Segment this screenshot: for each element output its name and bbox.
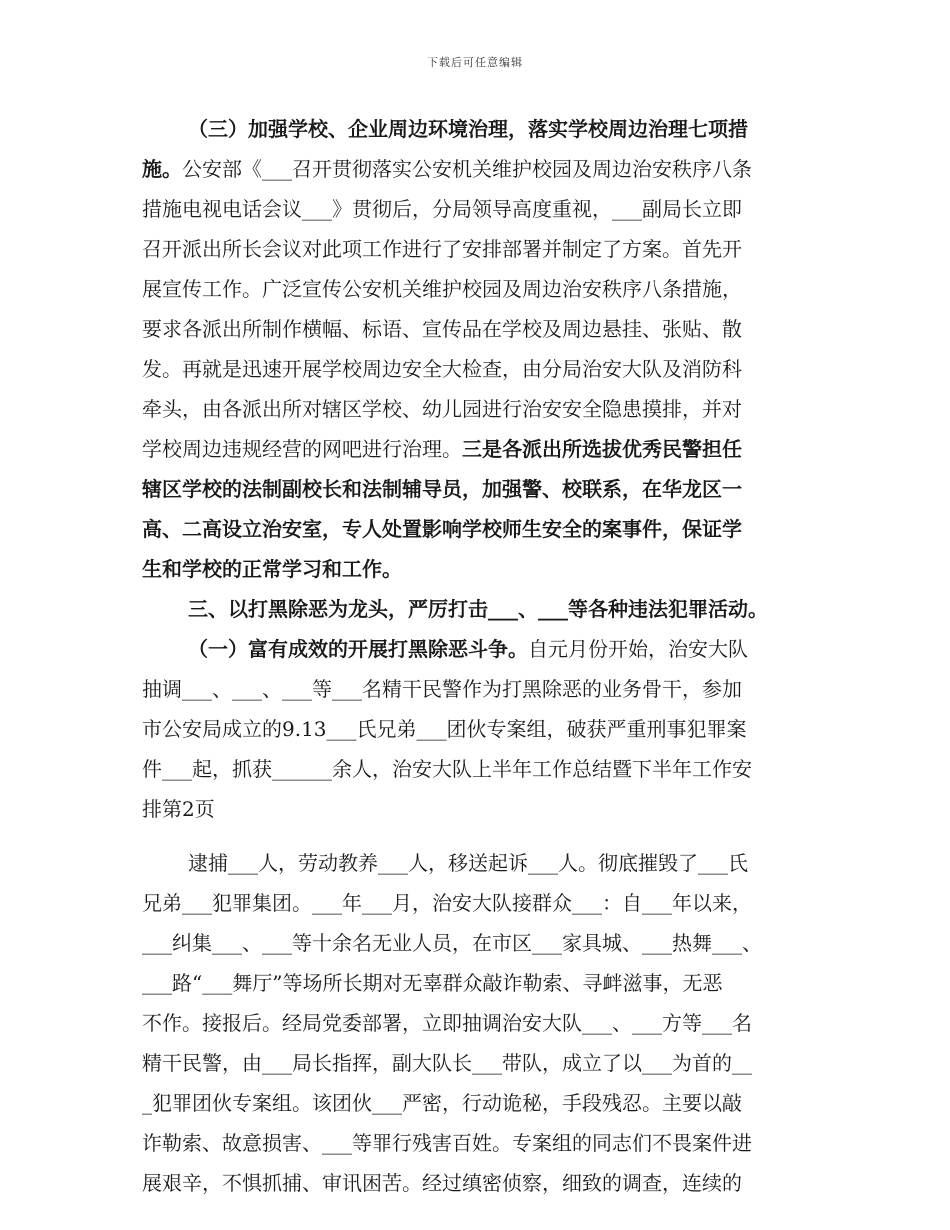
text-line: 逮捕___人，劳动教养___人，移送起诉___人。彻底摧毁了___氏 (188, 851, 748, 875)
text-line: 精干民警，由___局长指挥，副大队长___带队，成立了以___为首的__ (142, 1051, 752, 1075)
text-line-normal: 学校周边违规经营的网吧进行治理。 (142, 437, 462, 461)
text-line: 件___起，抓获______余人，治安大队上半年工作总结暨下半年工作安 (142, 757, 752, 781)
text-line-bold: 三是各派出所选拔优秀民警担任 (462, 437, 742, 461)
text-line: 辖区学校的法制副校长和法制辅导员，加强警、校联系，在华龙区一 (142, 477, 742, 501)
section-heading: 三、以打黑除恶为龙头，严厉打击___、___等各种违法犯罪活动。 (188, 597, 768, 621)
text-line (142, 154, 752, 184)
text-line: ___路“___舞厅”等场所长期对无辜群众敲诈勒索、寻衅滋事，无恶 (142, 971, 723, 995)
text-line: 兄弟___犯罪集团。___年___月，治安大队接群众___：自___年以来， (142, 891, 752, 915)
text-line: 排第2页 (142, 797, 215, 821)
text-line-normal: 自元月份开始，治安大队 (528, 637, 748, 661)
text-line: 展艰辛，不惧抓捕、审讯困苦。经过缜密侦察，细致的调查，连续的 (142, 1171, 742, 1195)
text-line (188, 634, 748, 664)
text-line: 召开派出所长会议对此项工作进行了安排部署并制定了方案。首先开 (142, 237, 742, 261)
text-line: 诈勒索、故意损害、___等罪行残害百姓。专案组的同志们不畏案件进 (142, 1131, 752, 1155)
text-line: 措施电视电话会议___》贯彻后，分局领导高度重视，___副局长立即 (142, 197, 742, 221)
page-header: 下载后可任意编辑 (427, 56, 523, 69)
text-line (142, 434, 742, 464)
text-line-bold: （一）富有成效的开展打黑除恶斗争。 (188, 637, 528, 661)
text-line: 抽调___、___、___等___名精干民警作为打黑除恶的业务骨干，参加 (142, 677, 742, 701)
text-line: 要求各派出所制作横幅、标语、宣传品在学校及周边悬挂、张贴、散 (142, 317, 742, 341)
text-line: （三）加强学校、企业周边环境治理，落实学校周边治理七项措 (188, 117, 748, 141)
text-line: 牵头，由各派出所对辖区学校、幼儿园进行治安安全隐患摸排，并对 (142, 397, 742, 421)
text-line: 市公安局成立的9.13___氏兄弟___团伙专案组，破获严重刑事犯罪案 (142, 717, 747, 741)
text-line: 生和学校的正常学习和工作。 (142, 557, 402, 581)
text-line: 展宣传工作。广泛宣传公安机关维护校园及周边治安秩序八条措施， (142, 277, 742, 301)
text-line: 不作。接报后。经局党委部署，立即抽调治安大队___、___方等___名 (142, 1011, 752, 1035)
text-line-normal: 公安部《___召开贯彻落实公安机关维护校园及周边治安秩序八条 (182, 157, 752, 181)
text-line-bold: 施。 (142, 157, 182, 181)
text-line: _犯罪团伙专案组。该团伙___严密，行动诡秘，手段残忍。主要以敲 (142, 1091, 742, 1115)
text-line: 发。再就是迅速开展学校周边安全大检查，由分局治安大队及消防科 (142, 357, 742, 381)
text-line: 高、二高设立治安室，专人处置影响学校师生安全的案事件，保证学 (142, 517, 742, 541)
text-line: ___纠集___、___等十余名无业人员，在市区___家具城、___热舞___、 (142, 931, 762, 955)
